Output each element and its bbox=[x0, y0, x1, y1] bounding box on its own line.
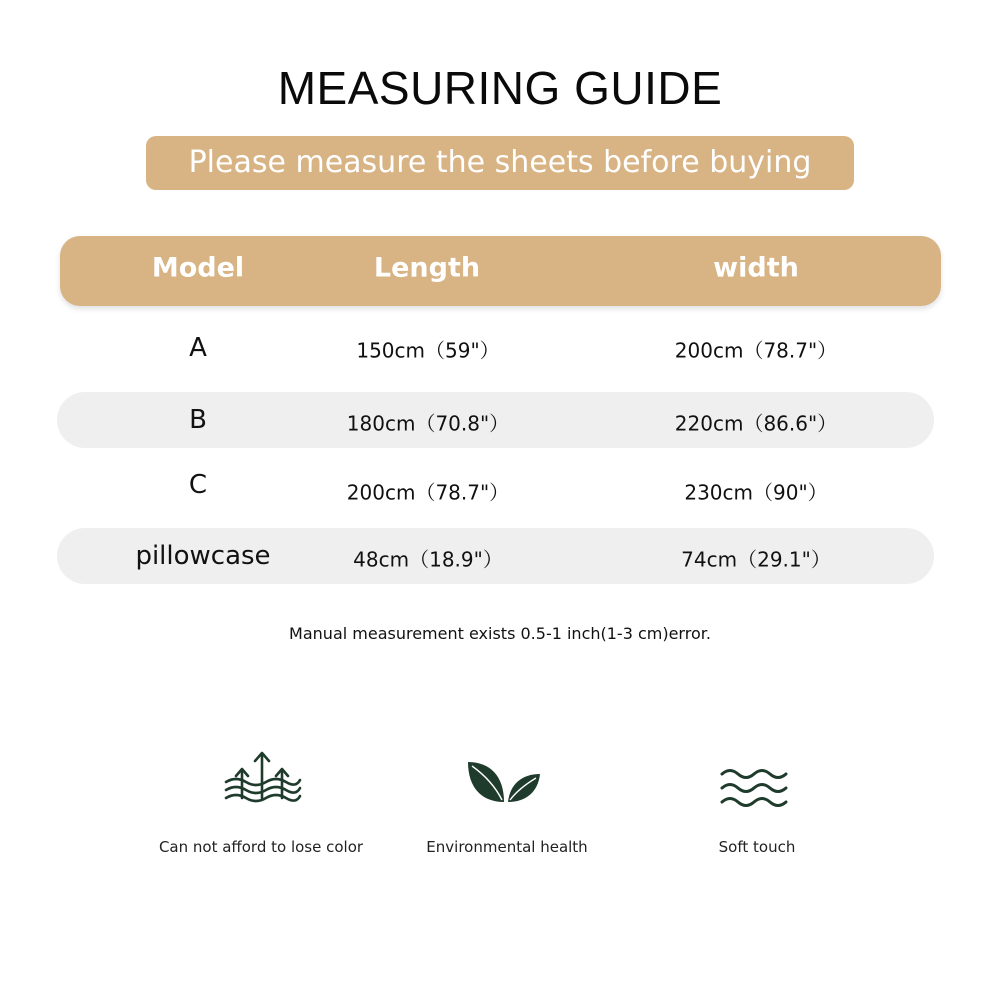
feature-label: Environmental health bbox=[426, 838, 588, 856]
table-row-length: 150cm（59"） bbox=[356, 338, 500, 363]
header-length: Length bbox=[373, 252, 481, 284]
table-row-width: 230cm（90"） bbox=[684, 480, 828, 505]
subtitle-banner: Please measure the sheets before buying bbox=[146, 136, 854, 190]
table-row-length: 200cm（78.7"） bbox=[346, 480, 510, 505]
waves-icon bbox=[718, 766, 790, 810]
page-title: MEASURING GUIDE bbox=[277, 62, 723, 114]
feature-label: Can not afford to lose color bbox=[158, 838, 364, 856]
table-row-width: 220cm（86.6"） bbox=[674, 411, 838, 436]
table-row-model: A bbox=[189, 333, 207, 363]
colorfast-arrows-icon bbox=[222, 748, 302, 808]
table-row-model: pillowcase bbox=[135, 541, 271, 571]
table-row-width: 200cm（78.7"） bbox=[674, 338, 838, 363]
table-row-length: 48cm（18.9"） bbox=[353, 547, 503, 572]
leaves-icon bbox=[464, 758, 544, 808]
table-row-model: B bbox=[189, 405, 207, 435]
feature-label: Soft touch bbox=[718, 838, 796, 856]
table-row-width: 74cm（29.1"） bbox=[681, 547, 831, 572]
table-row-length: 180cm（70.8"） bbox=[346, 411, 510, 436]
table-row-model: C bbox=[188, 470, 208, 500]
header-width: width bbox=[713, 252, 799, 284]
measurement-note: Manual measurement exists 0.5-1 inch(1-3 cm)error. bbox=[289, 624, 711, 643]
header-model: Model bbox=[151, 252, 245, 284]
